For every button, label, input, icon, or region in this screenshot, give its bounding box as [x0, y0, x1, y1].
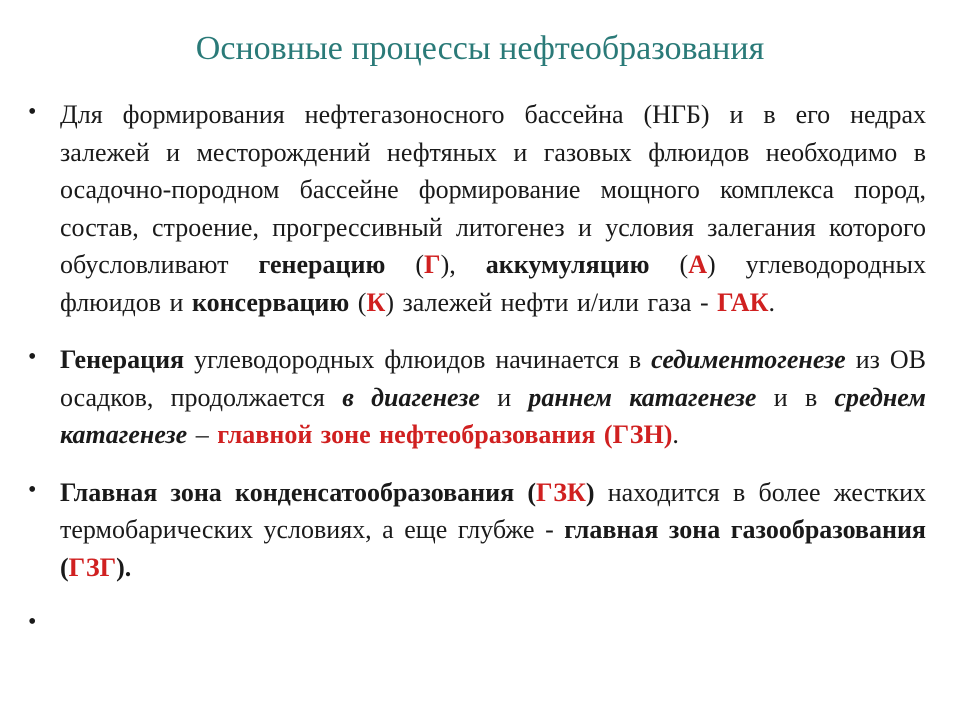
bullet-list	[22, 96, 926, 654]
term-middle-katagenesis: среднем катагенезе	[60, 382, 926, 449]
bullet-icon: •	[28, 99, 37, 125]
term-conservation: консервацию	[191, 287, 350, 317]
abbr-gzg: ГЗГ	[68, 552, 117, 582]
letter-k: К	[366, 287, 386, 317]
list-item	[22, 474, 926, 587]
term-accumulation: аккумуляцию	[485, 250, 650, 279]
abbr-gzk: ГЗК	[536, 477, 586, 507]
term-generation: генерацию	[258, 250, 386, 279]
page-title: Основные процессы нефтеобразования	[195, 30, 765, 67]
paragraph-gak: Для формирования нефтегазоносного бассейна (НГБ) и в его недрах залежей и месторождений нефтяных и газовых флюидов необходимо в осадочно-породном бассейне формирование мощного комплекса пород, состав, строение, прогрессивный литогенез и условия залегания которого обусловливают генерацию (Г), аккумуляцию (А) углеводородных флюидов и консервацию (К) залежей нефти и/или газа - ГАК.	[60, 100, 926, 317]
abbr-gak: ГАК	[717, 287, 769, 317]
bullet-icon: •	[28, 609, 37, 635]
paragraph-zones: Главная зона конденсатообразования (ГЗК) находится в более жестких термобарических условиях, а еще глубже - главная зона газообразования (ГЗГ).	[60, 477, 926, 582]
paragraph-generation: Генерация углеводородных флюидов начинается в седиментогенезе из ОВ осадков, продолжается в диагенезе и раннем катагенезе и в среднем катагенезе – главной зоне нефтеобразования (ГЗН).	[60, 345, 926, 449]
term-condensate-zone: Главная зона конденсатообразования (	[60, 477, 537, 507]
term-gas-zone: главная зона газообразования (	[60, 515, 926, 582]
term-sedimentogenesis: седиментогенезе	[651, 345, 846, 374]
term-early-katagenesis: раннем катагенезе	[528, 382, 757, 412]
list-item-empty	[22, 606, 926, 634]
list-item	[22, 96, 926, 321]
bullet-icon: •	[28, 344, 37, 370]
term-gzn: главной зоне нефтеобразования (ГЗН)	[217, 420, 673, 449]
term-diagenesis: в диагенезе	[342, 382, 480, 412]
term-generation-title: Генерация	[60, 345, 185, 374]
letter-a: А	[688, 250, 707, 279]
bullet-icon: •	[28, 476, 37, 503]
list-item	[22, 341, 926, 454]
letter-g: Г	[424, 250, 441, 279]
